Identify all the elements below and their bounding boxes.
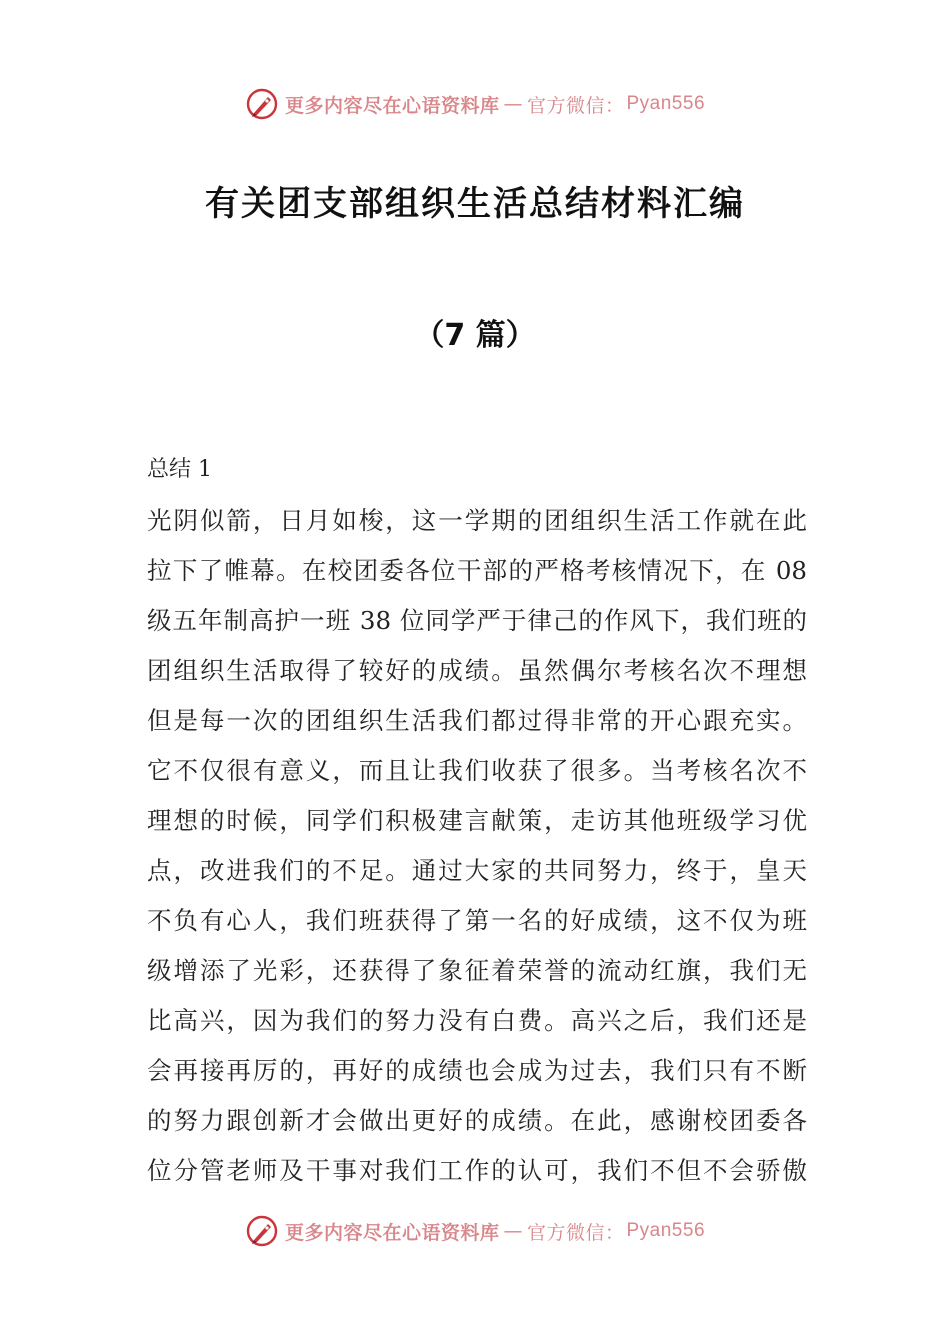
banner-brand-text: 更多内容尽在心语资料库	[284, 1221, 500, 1244]
paragraph-line: 但是每一次的团组织生活我们都过得非常的开心跟充实。	[147, 706, 807, 735]
paragraph-line: 它不仅很有意义，而且让我们收获了很多。当考核名次不	[147, 756, 807, 785]
body-paragraph	[147, 496, 807, 1196]
document-title: 有关团支部组织生活总结材料汇编	[205, 184, 745, 224]
paragraph-line: 点，改进我们的不足。通过大家的共同努力，终于，皇天	[147, 856, 807, 885]
pen-logo-icon	[245, 1214, 279, 1248]
banner-brand-text: 更多内容尽在心语资料库	[284, 94, 500, 117]
banner-separator: —	[503, 1220, 523, 1242]
paragraph-line: 理想的时候，同学们积极建言献策，走访其他班级学习优	[147, 806, 807, 835]
paragraph-line: 位分管老师及干事对我们工作的认可，我们不但不会骄傲	[147, 1156, 807, 1185]
paragraph-line: 比高兴，因为我们的努力没有白费。高兴之后，我们还是	[147, 1006, 807, 1035]
pen-logo-icon	[245, 87, 279, 121]
section-label: 总结 1	[147, 457, 212, 482]
paragraph-line: 拉下了帷幕。在校团委各位干部的严格考核情况下，在 08	[147, 556, 807, 585]
banner-wechat-label: 官方微信：	[526, 94, 625, 117]
banner-wechat-id: Pyan556	[626, 93, 706, 114]
paragraph-line: 光阴似箭，日月如梭，这一学期的团组织生活工作就在此	[147, 506, 807, 535]
paragraph-line: 团组织生活取得了较好的成绩。虽然偶尔考核名次不理想	[147, 656, 807, 685]
banner-wechat-label: 官方微信：	[526, 1221, 625, 1244]
footer-watermark-banner	[0, 1211, 950, 1251]
paragraph-line: 不负有心人，我们班获得了第一名的好成绩，这不仅为班	[147, 906, 807, 935]
paragraph-line: 级五年制高护一班 38 位同学严于律己的作风下，我们班的	[147, 606, 807, 635]
banner-wechat-id: Pyan556	[626, 1220, 706, 1241]
paragraph-line: 会再接再厉的，再好的成绩也会成为过去，我们只有不断	[147, 1056, 807, 1085]
paragraph-line: 的努力跟创新才会做出更好的成绩。在此，感谢校团委各	[147, 1106, 807, 1135]
paragraph-line: 级增添了光彩，还获得了象征着荣誉的流动红旗，我们无	[147, 956, 807, 985]
document-subtitle: （7 篇）	[414, 318, 536, 353]
banner-separator: —	[503, 93, 523, 115]
header-watermark-banner	[0, 84, 950, 124]
